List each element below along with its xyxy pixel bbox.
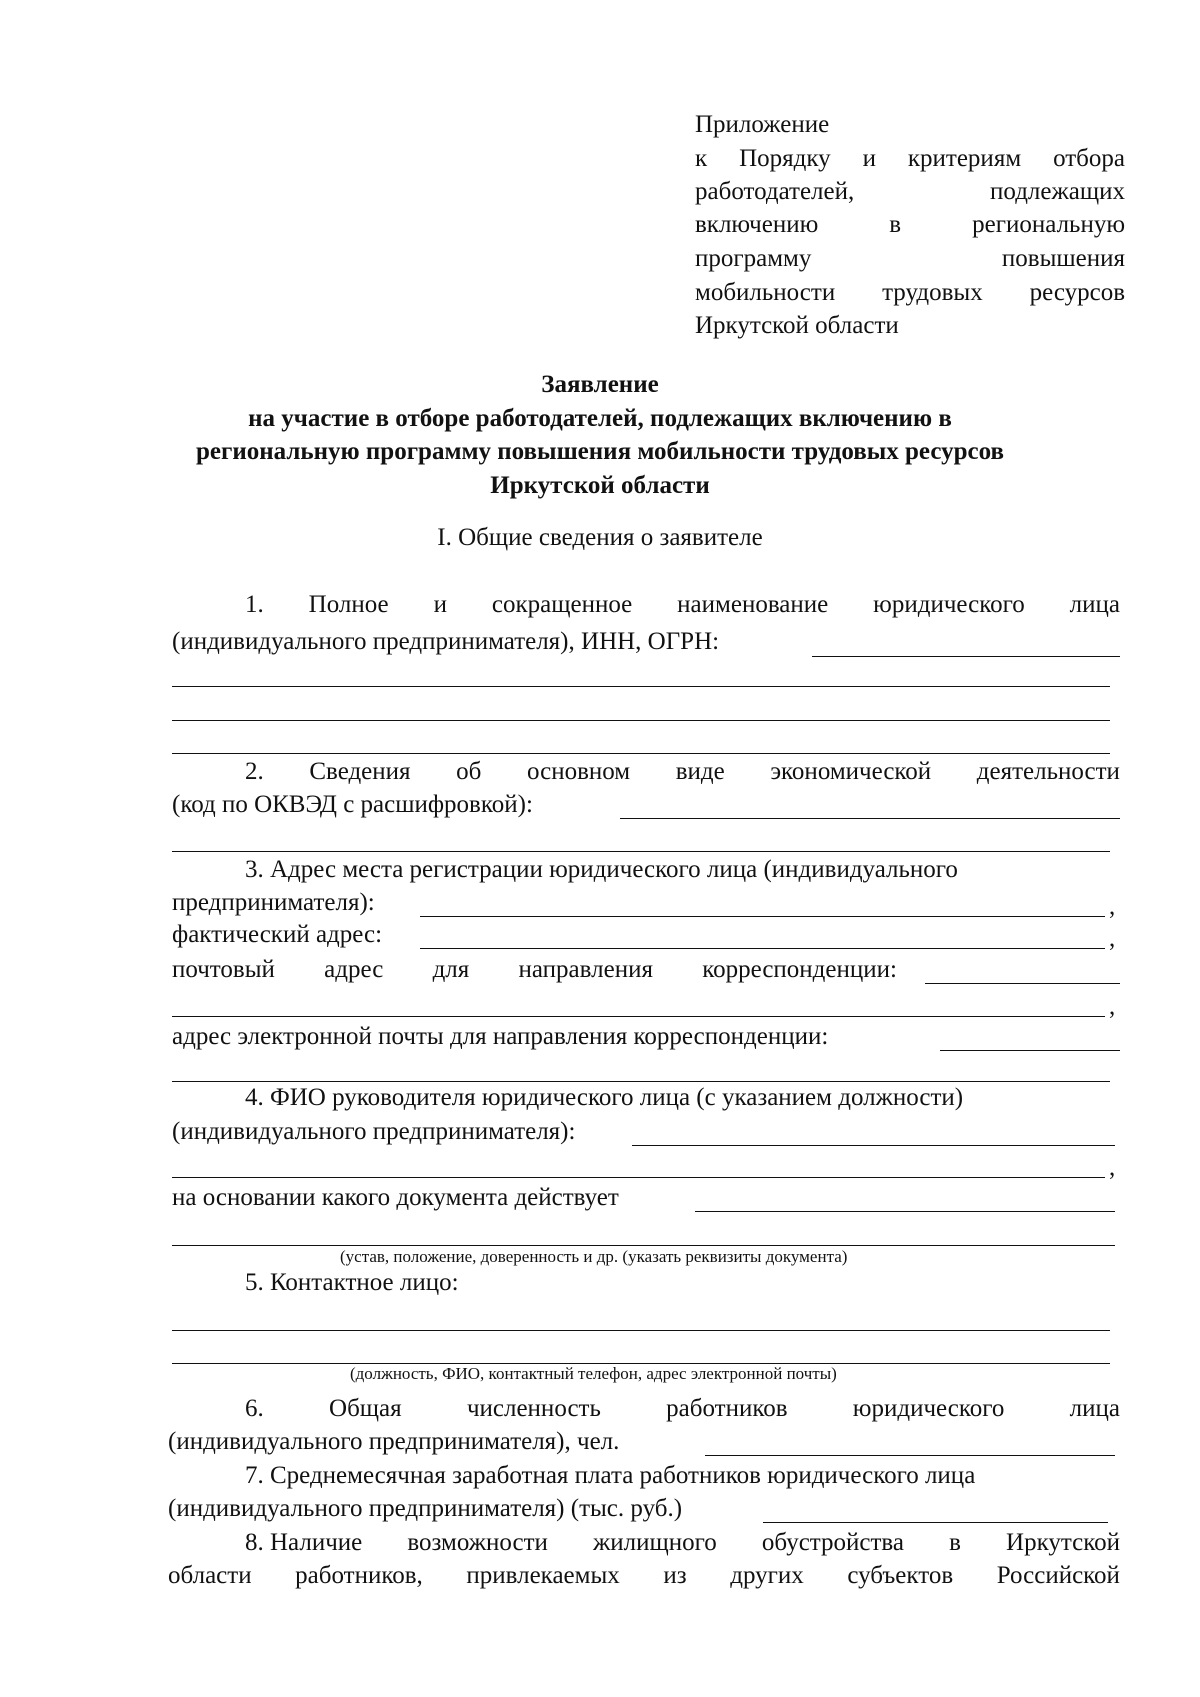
item1-field-2[interactable]: [172, 686, 1110, 687]
item3-postal-field-2[interactable]: [172, 1016, 1105, 1017]
appendix-line-5: программу повышения: [695, 245, 1125, 272]
item4-basis-field-1[interactable]: [695, 1211, 1115, 1212]
item3-line-5: адрес электронной почты для направления корреспонденции:: [172, 1023, 829, 1050]
item3-line-1: 3. Адрес места регистрации юридического лица (индивидуального: [245, 856, 958, 883]
item3-line-4: почтовый адрес для направления корреспонденции:: [172, 956, 897, 983]
item2-line-2: (код по ОКВЭД с расшифровкой):: [172, 791, 533, 818]
item3-line-3: фактический адрес:: [172, 921, 383, 948]
item5-line-1: 5. Контактное лицо:: [245, 1269, 459, 1296]
item8-line-1: 8. Наличие возможности жилищного обустройства в Иркутской: [245, 1529, 1120, 1556]
section-heading: I. Общие сведения о заявителе: [437, 524, 763, 551]
appendix-line-6: мобильности трудовых ресурсов: [695, 279, 1125, 306]
appendix-line-1: Приложение: [695, 111, 830, 138]
item4-hint: (устав, положение, доверенность и др. (указать реквизиты документа): [340, 1247, 848, 1266]
item3-comma-1: ,: [1109, 893, 1116, 920]
item7-line-2: (индивидуального предпринимателя) (тыс. руб.): [168, 1495, 683, 1522]
item2-field-2[interactable]: [172, 851, 1110, 852]
item3-email-field-2[interactable]: [172, 1081, 1110, 1082]
item4-line-2: (индивидуального предпринимателя):: [172, 1118, 576, 1145]
item1-line-2: (индивидуального предпринимателя), ИНН, ОГРН:: [172, 628, 720, 655]
item1-line-1: 1. Полное и сокращенное наименование юридического лица: [245, 591, 1120, 618]
item6-line-1: 6. Общая численность работников юридического лица: [245, 1395, 1120, 1422]
title-line-2: на участие в отборе работодателей, подлежащих включению в: [248, 405, 952, 432]
item3-comma-3: ,: [1109, 993, 1116, 1020]
item8-line-2: области работников, привлекаемых из других субъектов Российской: [168, 1562, 1120, 1589]
item2-line-1: 2. Сведения об основном виде экономической деятельности: [245, 758, 1120, 785]
item3-registration-field[interactable]: [420, 916, 1105, 917]
appendix-line-2: к Порядку и критериям отбора: [695, 145, 1125, 172]
item6-headcount-field[interactable]: [705, 1455, 1115, 1456]
item7-salary-field[interactable]: [763, 1522, 1108, 1523]
item3-email-field-1[interactable]: [940, 1050, 1120, 1051]
item2-field-1[interactable]: [620, 818, 1120, 819]
item7-line-1: 7. Среднемесячная заработная плата работников юридического лица: [245, 1462, 976, 1489]
title-line-3: региональную программу повышения мобильности трудовых ресурсов: [196, 438, 1004, 465]
title-line-4: Иркутской области: [490, 472, 710, 499]
item4-line-3: на основании какого документа действует: [172, 1184, 619, 1211]
item4-line-1: 4. ФИО руководителя юридического лица (с указанием должности): [245, 1084, 964, 1111]
title-line-1: Заявление: [541, 371, 659, 398]
appendix-line-3: работодателей, подлежащих: [695, 178, 1125, 205]
appendix-line-7: Иркутской области: [695, 312, 899, 339]
item4-head-field-1[interactable]: [632, 1145, 1115, 1146]
item3-line-2: предпринимателя):: [172, 889, 375, 916]
item4-comma: ,: [1109, 1154, 1116, 1181]
item3-comma-2: ,: [1109, 925, 1116, 952]
item4-basis-field-2[interactable]: [172, 1245, 1115, 1246]
item3-actual-address-field[interactable]: [420, 948, 1105, 949]
item1-field-1[interactable]: [812, 656, 1120, 657]
item5-hint: (должность, ФИО, контактный телефон, адрес электронной почты): [350, 1364, 837, 1383]
appendix-line-4: включению в региональную: [695, 211, 1125, 238]
item5-contact-field-1[interactable]: [172, 1330, 1110, 1331]
item4-head-field-2[interactable]: [172, 1177, 1105, 1178]
item1-field-3[interactable]: [172, 720, 1110, 721]
item3-postal-field-1[interactable]: [925, 983, 1120, 984]
item6-line-2: (индивидуального предпринимателя), чел.: [168, 1428, 620, 1455]
item1-field-4[interactable]: [172, 753, 1110, 754]
